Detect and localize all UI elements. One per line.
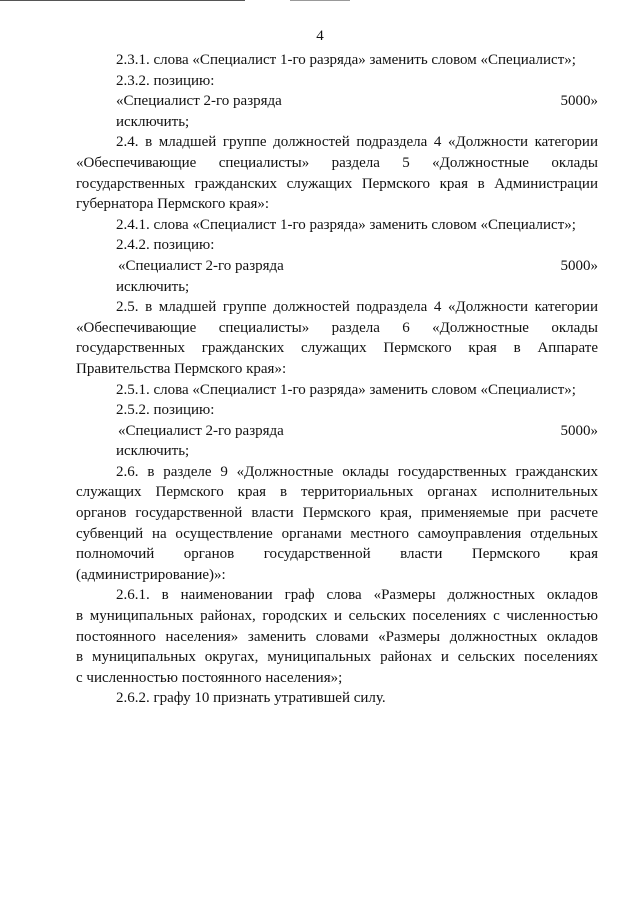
page-number: 4 <box>316 28 324 44</box>
clause-2-6-line: субвенций на осуществление органами местного самоуправления отдельных <box>76 525 598 542</box>
clause-2-6-line: полномочий органов государственной власти Пермского края <box>76 546 598 563</box>
exclude-text: исключить; <box>116 278 190 295</box>
clause-2-5-1: 2.5.1. слова «Специалист 1-го разряда» заменить словом «Специалист»; <box>116 381 576 398</box>
clause-2-4-line: губернатора Пермского края»: <box>76 196 270 213</box>
position-name: «Специалист 2-го разряда <box>116 93 282 110</box>
clause-2-5-2: 2.5.2. позицию: <box>116 402 215 419</box>
position-salary: 5000» <box>560 93 598 110</box>
clause-2-6-line: 2.6. в разделе 9 «Должностные оклады государственных гражданских <box>116 463 598 480</box>
clause-2-6-1-line: 2.6.1. в наименовании граф слова «Размеры должностных окладов <box>116 587 598 604</box>
clause-2-4-line: «Обеспечивающие специалисты» раздела 5 «Должностные оклады <box>76 154 598 171</box>
position-salary: 5000» <box>560 257 598 274</box>
clause-2-5-line: 2.5. в младшей группе должностей подраздела 4 «Должности категории <box>116 299 598 316</box>
clause-2-4-1: 2.4.1. слова «Специалист 1-го разряда» заменить словом «Специалист»; <box>116 216 576 233</box>
clause-2-4-line: государственных гражданских служащих Пермского края в Администрации <box>76 175 598 192</box>
clause-2-6-line: органов государственной власти Пермского края, применяемые при расчете <box>76 505 598 522</box>
position-row-2 <box>76 256 598 277</box>
position-row-3 <box>76 421 598 442</box>
clause-2-5-line: Правительства Пермского края»: <box>76 360 287 377</box>
exclude-text: исключить; <box>116 443 190 460</box>
clause-2-4-2: 2.4.2. позицию: <box>116 237 215 254</box>
clause-2-6-2: 2.6.2. графу 10 признать утратившей силу. <box>116 690 386 707</box>
clause-2-3-2: 2.3.2. позицию: <box>116 72 215 89</box>
clause-2-6-1-line: в муниципальных районах, городских и сельских поселениях с численностью <box>76 608 598 625</box>
position-name: «Специалист 2-го разряда <box>118 422 284 439</box>
clause-2-3-1: 2.3.1. слова «Специалист 1-го разряда» заменить словом «Специалист»; <box>116 52 576 68</box>
exclude-text: исключить; <box>116 113 190 130</box>
clause-2-6-line: (администрирование)»: <box>76 566 226 583</box>
top-scan-rule-short <box>290 0 350 1</box>
clause-2-6-1-line: в муниципальных округах, муниципальных районах и сельских поселениях <box>76 649 598 666</box>
position-salary: 5000» <box>560 422 598 439</box>
position-row-1 <box>76 91 598 112</box>
clause-2-5-line: государственных гражданских служащих Пермского края в Аппарате <box>76 340 598 357</box>
clause-2-5-line: «Обеспечивающие специалисты» раздела 6 «Должностные оклады <box>76 319 598 336</box>
clause-2-6-1-line: постоянного населения» заменить словами «Размеры должностных окладов <box>76 628 598 645</box>
top-scan-rule <box>0 0 245 1</box>
clause-2-6-1-line: с численностью постоянного населения»; <box>76 669 343 686</box>
clause-2-6-line: служащих Пермского края в территориальных органах исполнительных <box>76 484 598 501</box>
clause-2-4-line: 2.4. в младшей группе должностей подраздела 4 «Должности категории <box>116 134 598 151</box>
document-body <box>76 50 598 709</box>
position-name: «Специалист 2-го разряда <box>118 257 284 274</box>
